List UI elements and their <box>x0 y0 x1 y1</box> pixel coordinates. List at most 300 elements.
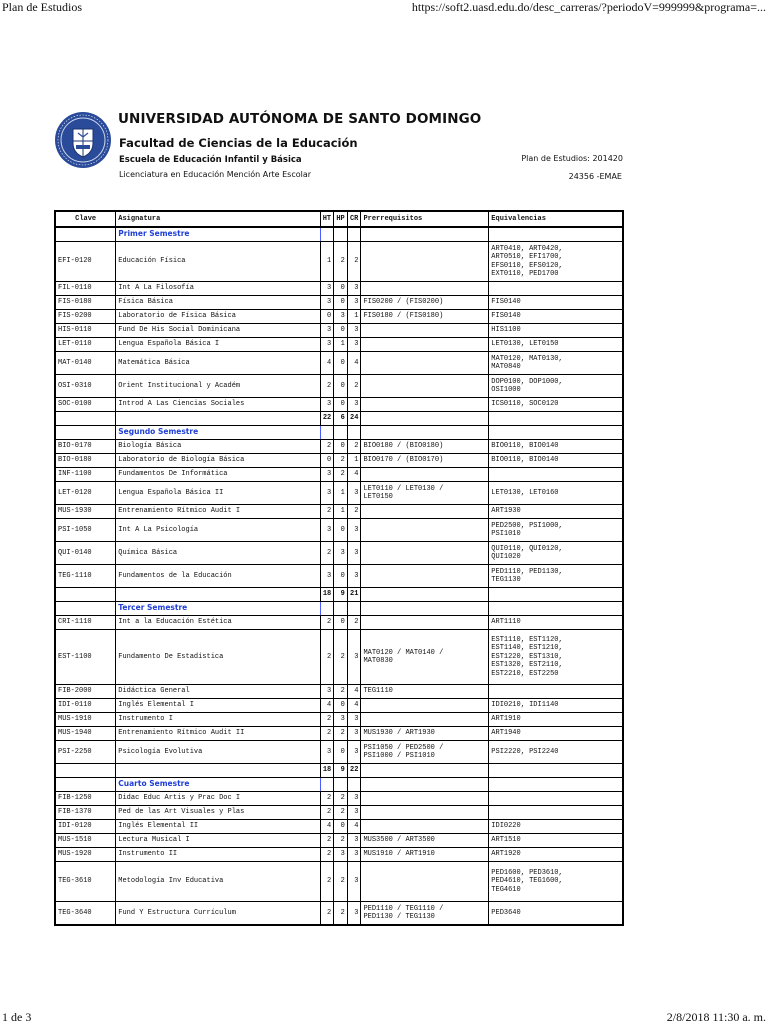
course-equivalences <box>489 806 623 820</box>
table-row <box>55 519 623 542</box>
total-cr: 21 <box>347 588 361 602</box>
course-code: FIS-0200 <box>55 310 116 324</box>
school-name: Escuela de Educación Infantil y Básica <box>119 155 302 165</box>
course-hp: 0 <box>334 616 348 630</box>
col-header-cr: CR <box>347 211 361 227</box>
table-row <box>55 741 623 764</box>
semester-blank-cell <box>334 778 348 792</box>
col-header-asignatura: Asignatura <box>116 211 320 227</box>
course-prerequisites <box>361 468 489 482</box>
course-prerequisites <box>361 352 489 375</box>
totals-blank-cell <box>361 412 489 426</box>
course-name: Ped de las Art Visuales y Plas <box>116 806 320 820</box>
course-code: LET-0120 <box>55 482 116 505</box>
col-header-hp: HP <box>334 211 348 227</box>
table-row <box>55 454 623 468</box>
table-row <box>55 375 623 398</box>
course-code: EST-1100 <box>55 630 116 685</box>
course-cr: 1 <box>347 310 361 324</box>
course-code: MAT-0140 <box>55 352 116 375</box>
totals-blank-cell <box>116 412 320 426</box>
course-ht: 4 <box>320 352 334 375</box>
course-ht: 2 <box>320 727 334 741</box>
course-code: SOC-0100 <box>55 398 116 412</box>
course-hp: 0 <box>334 375 348 398</box>
semester-row <box>55 426 623 440</box>
course-name: Fundamentos de la Educación <box>116 565 320 588</box>
semester-blank-cell <box>347 778 361 792</box>
course-equivalences: EST1110, EST1120, EST1140, EST1210, EST1220, EST1310, EST1320, EST2110, EST2210, EST2250 <box>489 630 623 685</box>
semester-name: Tercer Semestre <box>116 602 320 616</box>
course-prerequisites: BIO0180 / (BIO0180) <box>361 440 489 454</box>
course-name: Int a la Educación Estética <box>116 616 320 630</box>
course-ht: 3 <box>320 519 334 542</box>
total-hp: 9 <box>334 764 348 778</box>
course-ht: 3 <box>320 282 334 296</box>
course-hp: 2 <box>334 454 348 468</box>
course-ht: 2 <box>320 792 334 806</box>
course-name: Fundamentos De Informática <box>116 468 320 482</box>
course-name: Laboratorio de Biología Básica <box>116 454 320 468</box>
course-hp: 1 <box>334 505 348 519</box>
course-name: Química Básica <box>116 542 320 565</box>
course-hp: 0 <box>334 820 348 834</box>
course-cr: 3 <box>347 542 361 565</box>
program-code: 24356 -EMAE <box>568 172 622 181</box>
course-name: Didac Educ Artis y Prac Doc I <box>116 792 320 806</box>
col-header-equivalencias: Equivalencias <box>489 211 623 227</box>
course-name: Lengua Española Básica II <box>116 482 320 505</box>
course-equivalences: ART1110 <box>489 616 623 630</box>
course-name: Instrumento II <box>116 848 320 862</box>
course-hp: 2 <box>334 902 348 926</box>
course-hp: 3 <box>334 542 348 565</box>
semester-blank-cell <box>361 426 489 440</box>
course-equivalences: FIS0140 <box>489 296 623 310</box>
course-code: IDI-0110 <box>55 699 116 713</box>
totals-blank-cell <box>116 764 320 778</box>
col-header-ht: HT <box>320 211 334 227</box>
semester-row <box>55 778 623 792</box>
course-hp: 2 <box>334 685 348 699</box>
course-ht: 2 <box>320 542 334 565</box>
course-prerequisites <box>361 375 489 398</box>
course-code: MUS-1940 <box>55 727 116 741</box>
course-equivalences: BIO0110, BIO0140 <box>489 440 623 454</box>
semester-row <box>55 227 623 242</box>
course-equivalences: PSI2220, PSI2240 <box>489 741 623 764</box>
col-header-prerrequisitos: Prerrequisitos <box>361 211 489 227</box>
course-prerequisites: MUS1930 / ART1930 <box>361 727 489 741</box>
course-cr: 3 <box>347 296 361 310</box>
course-code: LET-0110 <box>55 338 116 352</box>
course-ht: 2 <box>320 806 334 820</box>
course-name: Fundamento De Estadística <box>116 630 320 685</box>
totals-blank-cell <box>55 588 116 602</box>
course-equivalences <box>489 282 623 296</box>
course-prerequisites <box>361 806 489 820</box>
course-prerequisites: LET0110 / LET0130 / LET0150 <box>361 482 489 505</box>
course-code: FIB-1370 <box>55 806 116 820</box>
course-code: BIO-0180 <box>55 454 116 468</box>
course-ht: 2 <box>320 630 334 685</box>
semester-blank-cell <box>55 602 116 616</box>
totals-blank-cell <box>361 764 489 778</box>
totals-blank-cell <box>361 588 489 602</box>
course-name: Educación Física <box>116 242 320 282</box>
course-equivalences: FIS0140 <box>489 310 623 324</box>
total-hp: 9 <box>334 588 348 602</box>
course-equivalences: ICS0110, SOC0120 <box>489 398 623 412</box>
course-prerequisites <box>361 542 489 565</box>
course-code: PSI-1050 <box>55 519 116 542</box>
course-code: TEG-1110 <box>55 565 116 588</box>
print-datetime: 2/8/2018 11:30 a. m. <box>666 1010 766 1024</box>
course-cr: 3 <box>347 862 361 902</box>
course-cr: 2 <box>347 375 361 398</box>
table-row <box>55 565 623 588</box>
table-row <box>55 398 623 412</box>
course-prerequisites <box>361 398 489 412</box>
semester-totals-row <box>55 764 623 778</box>
course-prerequisites: PSI1050 / PED2500 / PSI1000 / PSI1010 <box>361 741 489 764</box>
semester-blank-cell <box>55 227 116 242</box>
course-equivalences: MAT0120, MAT0130, MAT0840 <box>489 352 623 375</box>
course-equivalences <box>489 792 623 806</box>
semester-blank-cell <box>489 778 623 792</box>
course-hp: 3 <box>334 310 348 324</box>
totals-blank-cell <box>55 412 116 426</box>
course-ht: 3 <box>320 324 334 338</box>
course-equivalences <box>489 468 623 482</box>
course-equivalences: ART1920 <box>489 848 623 862</box>
semester-row <box>55 602 623 616</box>
semester-blank-cell <box>320 778 334 792</box>
semester-blank-cell <box>361 602 489 616</box>
course-code: INF-1100 <box>55 468 116 482</box>
course-hp: 0 <box>334 352 348 375</box>
course-cr: 3 <box>347 848 361 862</box>
totals-blank-cell <box>489 588 623 602</box>
table-row <box>55 505 623 519</box>
course-prerequisites <box>361 282 489 296</box>
course-ht: 2 <box>320 902 334 926</box>
course-hp: 3 <box>334 713 348 727</box>
course-name: Entrenamiento Rítmico Audit I <box>116 505 320 519</box>
course-prerequisites: PED1110 / TEG1110 / PED1130 / TEG1130 <box>361 902 489 926</box>
course-prerequisites <box>361 338 489 352</box>
course-hp: 0 <box>334 519 348 542</box>
course-cr: 3 <box>347 806 361 820</box>
course-prerequisites: FIS0180 / (FIS0180) <box>361 310 489 324</box>
total-hp: 6 <box>334 412 348 426</box>
semester-blank-cell <box>361 227 489 242</box>
table-row <box>55 630 623 685</box>
course-ht: 1 <box>320 242 334 282</box>
total-ht: 18 <box>320 764 334 778</box>
course-prerequisites: MUS3500 / ART3500 <box>361 834 489 848</box>
course-cr: 3 <box>347 482 361 505</box>
table-row <box>55 542 623 565</box>
course-equivalences: LET0130, LET0160 <box>489 482 623 505</box>
course-ht: 3 <box>320 398 334 412</box>
course-name: Lengua Española Básica I <box>116 338 320 352</box>
course-cr: 2 <box>347 616 361 630</box>
course-hp: 1 <box>334 338 348 352</box>
course-equivalences: PED3640 <box>489 902 623 926</box>
course-equivalences: DOP0100, DOP1000, OSI1000 <box>489 375 623 398</box>
course-code: IDI-0120 <box>55 820 116 834</box>
degree-name: Licenciatura en Educación Mención Arte Escolar <box>119 170 312 179</box>
university-seal-icon <box>54 111 112 169</box>
course-equivalences: ART1930 <box>489 505 623 519</box>
course-code: QUI-0140 <box>55 542 116 565</box>
table-row <box>55 699 623 713</box>
course-name: Matemática Básica <box>116 352 320 375</box>
course-cr: 3 <box>347 282 361 296</box>
table-body <box>55 227 623 925</box>
course-hp: 2 <box>334 792 348 806</box>
semester-blank-cell <box>489 227 623 242</box>
course-cr: 3 <box>347 324 361 338</box>
study-plan-table <box>54 210 624 926</box>
course-equivalences: ART1910 <box>489 713 623 727</box>
total-ht: 22 <box>320 412 334 426</box>
course-cr: 4 <box>347 352 361 375</box>
course-code: EFI-0120 <box>55 242 116 282</box>
course-name: Lectura Musical I <box>116 834 320 848</box>
course-prerequisites <box>361 565 489 588</box>
course-ht: 3 <box>320 741 334 764</box>
course-hp: 1 <box>334 482 348 505</box>
total-cr: 24 <box>347 412 361 426</box>
course-hp: 0 <box>334 324 348 338</box>
table-row <box>55 713 623 727</box>
table-row <box>55 324 623 338</box>
semester-totals-row <box>55 588 623 602</box>
page-counter: 1 de 3 <box>2 1010 32 1024</box>
browser-url[interactable]: https://soft2.uasd.edu.do/desc_carreras/?periodoV=999999&programa=... <box>411 0 766 14</box>
table-row <box>55 792 623 806</box>
table-row <box>55 296 623 310</box>
table-row <box>55 685 623 699</box>
plan-label: Plan de Estudios: 201420 <box>521 154 623 163</box>
course-cr: 3 <box>347 834 361 848</box>
course-prerequisites <box>361 324 489 338</box>
course-hp: 2 <box>334 862 348 902</box>
course-code: FIL-0110 <box>55 282 116 296</box>
course-prerequisites <box>361 616 489 630</box>
course-prerequisites <box>361 519 489 542</box>
browser-page-title: Plan de Estudios <box>2 0 82 14</box>
semester-name: Segundo Semestre <box>116 426 320 440</box>
course-name: Inglés Elemental II <box>116 820 320 834</box>
semester-blank-cell <box>347 227 361 242</box>
course-cr: 3 <box>347 902 361 926</box>
course-cr: 4 <box>347 699 361 713</box>
semester-blank-cell <box>489 426 623 440</box>
course-hp: 0 <box>334 440 348 454</box>
course-code: MUS-1930 <box>55 505 116 519</box>
course-ht: 2 <box>320 616 334 630</box>
course-ht: 3 <box>320 565 334 588</box>
course-hp: 2 <box>334 630 348 685</box>
course-equivalences <box>489 685 623 699</box>
course-cr: 3 <box>347 519 361 542</box>
semester-blank-cell <box>347 602 361 616</box>
semester-blank-cell <box>334 227 348 242</box>
semester-name: Cuarto Semestre <box>116 778 320 792</box>
course-name: Inglés Elemental I <box>116 699 320 713</box>
course-cr: 3 <box>347 565 361 588</box>
course-name: Psicología Evolutiva <box>116 741 320 764</box>
course-cr: 4 <box>347 468 361 482</box>
course-cr: 2 <box>347 505 361 519</box>
course-equivalences: ART1940 <box>489 727 623 741</box>
table-row <box>55 820 623 834</box>
col-header-clave: Clave <box>55 211 116 227</box>
course-ht: 3 <box>320 685 334 699</box>
semester-totals-row <box>55 412 623 426</box>
course-code: FIB-2000 <box>55 685 116 699</box>
course-code: FIS-0180 <box>55 296 116 310</box>
course-equivalences: LET0130, LET0150 <box>489 338 623 352</box>
totals-blank-cell <box>55 764 116 778</box>
course-code: MUS-1910 <box>55 713 116 727</box>
table-row <box>55 482 623 505</box>
semester-name: Primer Semestre <box>116 227 320 242</box>
table-row <box>55 440 623 454</box>
course-hp: 2 <box>334 727 348 741</box>
course-name: Int A La Filosofía <box>116 282 320 296</box>
course-name: Didáctica General <box>116 685 320 699</box>
semester-blank-cell <box>55 426 116 440</box>
course-equivalences: QUI0110, QUI0120, QUI1020 <box>489 542 623 565</box>
course-code: HIS-0110 <box>55 324 116 338</box>
course-hp: 2 <box>334 242 348 282</box>
totals-blank-cell <box>116 588 320 602</box>
table-row <box>55 616 623 630</box>
course-equivalences: PED1600, PED3610, PED4610, TEG1600, TEG4610 <box>489 862 623 902</box>
table-row <box>55 902 623 926</box>
faculty-name: Facultad de Ciencias de la Educación <box>119 136 358 150</box>
course-code: OSI-0310 <box>55 375 116 398</box>
course-hp: 0 <box>334 699 348 713</box>
totals-blank-cell <box>489 764 623 778</box>
course-hp: 0 <box>334 296 348 310</box>
course-prerequisites <box>361 862 489 902</box>
table-row <box>55 834 623 848</box>
course-ht: 3 <box>320 468 334 482</box>
course-ht: 2 <box>320 713 334 727</box>
course-equivalences: PED2500, PSI1000, PSI1010 <box>489 519 623 542</box>
table-row <box>55 310 623 324</box>
course-name: Fund De His Social Dominicana <box>116 324 320 338</box>
course-code: MUS-1920 <box>55 848 116 862</box>
semester-blank-cell <box>489 602 623 616</box>
semester-blank-cell <box>320 227 334 242</box>
course-prerequisites: MUS1910 / ART1910 <box>361 848 489 862</box>
table-row <box>55 282 623 296</box>
course-code: FIB-1250 <box>55 792 116 806</box>
course-prerequisites <box>361 792 489 806</box>
course-ht: 2 <box>320 848 334 862</box>
course-hp: 0 <box>334 565 348 588</box>
course-hp: 2 <box>334 806 348 820</box>
course-hp: 0 <box>334 398 348 412</box>
course-ht: 4 <box>320 699 334 713</box>
course-ht: 3 <box>320 338 334 352</box>
course-equivalences: IDI0210, IDI1140 <box>489 699 623 713</box>
semester-blank-cell <box>361 778 489 792</box>
table-header-row <box>55 211 623 227</box>
semester-blank-cell <box>334 602 348 616</box>
table-row <box>55 242 623 282</box>
course-equivalences: HIS1100 <box>489 324 623 338</box>
course-code: BIO-0170 <box>55 440 116 454</box>
course-cr: 3 <box>347 630 361 685</box>
course-hp: 0 <box>334 741 348 764</box>
course-prerequisites <box>361 242 489 282</box>
semester-blank-cell <box>55 778 116 792</box>
course-hp: 0 <box>334 282 348 296</box>
course-prerequisites <box>361 713 489 727</box>
course-cr: 3 <box>347 792 361 806</box>
total-ht: 18 <box>320 588 334 602</box>
course-name: Orient Institucional y Académ <box>116 375 320 398</box>
course-name: Metodología Inv Educativa <box>116 862 320 902</box>
university-name: UNIVERSIDAD AUTÓNOMA DE SANTO DOMINGO <box>118 111 482 127</box>
course-ht: 2 <box>320 862 334 902</box>
course-name: Instrumento I <box>116 713 320 727</box>
table-row <box>55 468 623 482</box>
course-prerequisites <box>361 699 489 713</box>
course-ht: 2 <box>320 834 334 848</box>
course-cr: 2 <box>347 440 361 454</box>
course-code: TEG-3640 <box>55 902 116 926</box>
course-cr: 1 <box>347 454 361 468</box>
course-prerequisites: TEG1110 <box>361 685 489 699</box>
semester-blank-cell <box>320 602 334 616</box>
course-name: Entrenamiento Rítmico Audit II <box>116 727 320 741</box>
course-cr: 3 <box>347 713 361 727</box>
course-name: Biología Básica <box>116 440 320 454</box>
course-cr: 4 <box>347 685 361 699</box>
course-ht: 0 <box>320 310 334 324</box>
course-cr: 3 <box>347 727 361 741</box>
course-code: TEG-3610 <box>55 862 116 902</box>
course-equivalences: ART0410, ART0420, ART0510, EFI1700, EFS0110, EFS0120, EXT0110, PED1700 <box>489 242 623 282</box>
course-equivalences: BIO0110, BIO0140 <box>489 454 623 468</box>
table-row <box>55 806 623 820</box>
course-hp: 2 <box>334 834 348 848</box>
course-cr: 3 <box>347 398 361 412</box>
course-ht: 0 <box>320 454 334 468</box>
course-name: Fund Y Estructura Currículum <box>116 902 320 926</box>
semester-blank-cell <box>347 426 361 440</box>
course-equivalences: ART1510 <box>489 834 623 848</box>
course-hp: 3 <box>334 848 348 862</box>
course-name: Física Básica <box>116 296 320 310</box>
course-ht: 3 <box>320 482 334 505</box>
course-prerequisites: FIS0200 / (FIS0200) <box>361 296 489 310</box>
course-ht: 2 <box>320 505 334 519</box>
course-prerequisites <box>361 505 489 519</box>
table-row <box>55 338 623 352</box>
totals-blank-cell <box>489 412 623 426</box>
table-row <box>55 727 623 741</box>
course-name: Int A La Psicología <box>116 519 320 542</box>
